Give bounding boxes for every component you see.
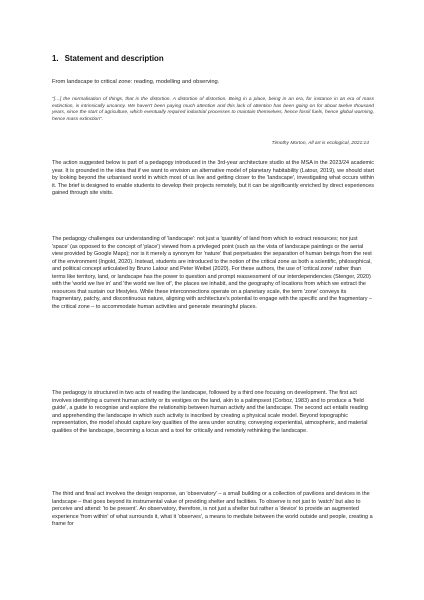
section-heading <box>52 54 164 63</box>
paragraph-2: The pedagogy challenges our understanding of 'landscape': not just a 'quantity' of land from which to extract resources; nor just 'space' (as opposed to the concept of 'place') viewed from a privileged point (such as the vista of landscape paintings or the aerial view provided by Google Maps); nor is it merely a synonym for 'nature' that perpetuates the separation of human beings from the rest of the environment (Ingold, 2020). Instead, students are introduced to the notion of the critical zone as both a scientific, philosophical, and political concept articulated by Bruno Latour and Peter Weibel (2020). For these authors, the use of 'critical zone' rather than terms like territory, land, or landscape has the power to question and prompt reassessment of our interdependencies (Stenger, 2020) with the 'world we live in' and 'the world we live of', the places we inhabit, and the geography of locations from which we extract the resources that sustain our lifestyles. While these interconnections operate on a planetary scale, the term 'zone' conveys its fragmentary, patchy, and discontinuous nature, aligning with architecture's potential to engage with the specific and the fragmentary – the critical zone – to accommodate human activities and generate meaningful places. <box>52 236 373 310</box>
epigraph-attribution: Timothy Morton, All art is ecological, 2021:14 <box>271 141 369 146</box>
section-number: 1. <box>52 54 59 63</box>
section-title: Statement and description <box>64 54 164 63</box>
subtitle: From landscape to critical zone: reading, modelling and observing. <box>52 79 220 85</box>
paragraph-1: The action suggested below is part of a pedagogy introduced in the 3rd-year architecture studio at the MSA in the 2023/24 academic year. It is grounded in the idea that if we want to envision an alternative model of planetary habitability (Latour, 2019), we should start by looking beyond the urbanised world in which most of us live and getting closer to the 'landscape', investigating what occurs within it. The brief is designed to enable students to develop their projects remotely, but it can be significantly enriched by direct experiences gained through site visits. <box>52 160 374 197</box>
epigraph-quote: "[…] the normalisation of things, that is the distortion. A distortion of distortion. Being in a place, being in an era, for instance in an era of mass extinction, is intrinsically uncanny. We haven't been paying much attention and this lack of attention has been going on for about twelve thousand years, since the start of agriculture, which eventually required industrial processes to maintain themselves, hence fossil fuels, hence global warming, hence mass extinction". <box>52 97 374 122</box>
paragraph-4: The third and final act involves the design response, an 'observatory' – a small building or a collection of pavilions and devices in the landscape – that goes beyond its instrumental value of providing shelter and facilities. To observe is not just to 'watch' but also to perceive and attend: 'to be present'. An observatory, therefore, is not just a shelter but rather a 'device' to provide an augmented experience 'from within' of what surrounds it, what it 'observes', a means to mediate between the world outside and people, creating a frame for <box>52 491 373 528</box>
paragraph-3: The pedagogy is structured in two acts of reading the landscape, followed by a third one focusing on development. The first act involves identifying a current human activity or its vestiges on the land, akin to a palimpsest (Corboz, 1983) and to produce a 'field guide', a guide to recognise and explore the relationship between human activity and the landscape. The second act entails reading and apprehending the landscape in which such activity is inscribed by creating a physical scale model. Beyond topographic representation, the model should capture key qualities of the area under scrutiny, conveying experiential, atmospheric, and material qualities of the landscape, becoming a locus and a tool for critically and remotely rethinking the landscape. <box>52 390 368 434</box>
